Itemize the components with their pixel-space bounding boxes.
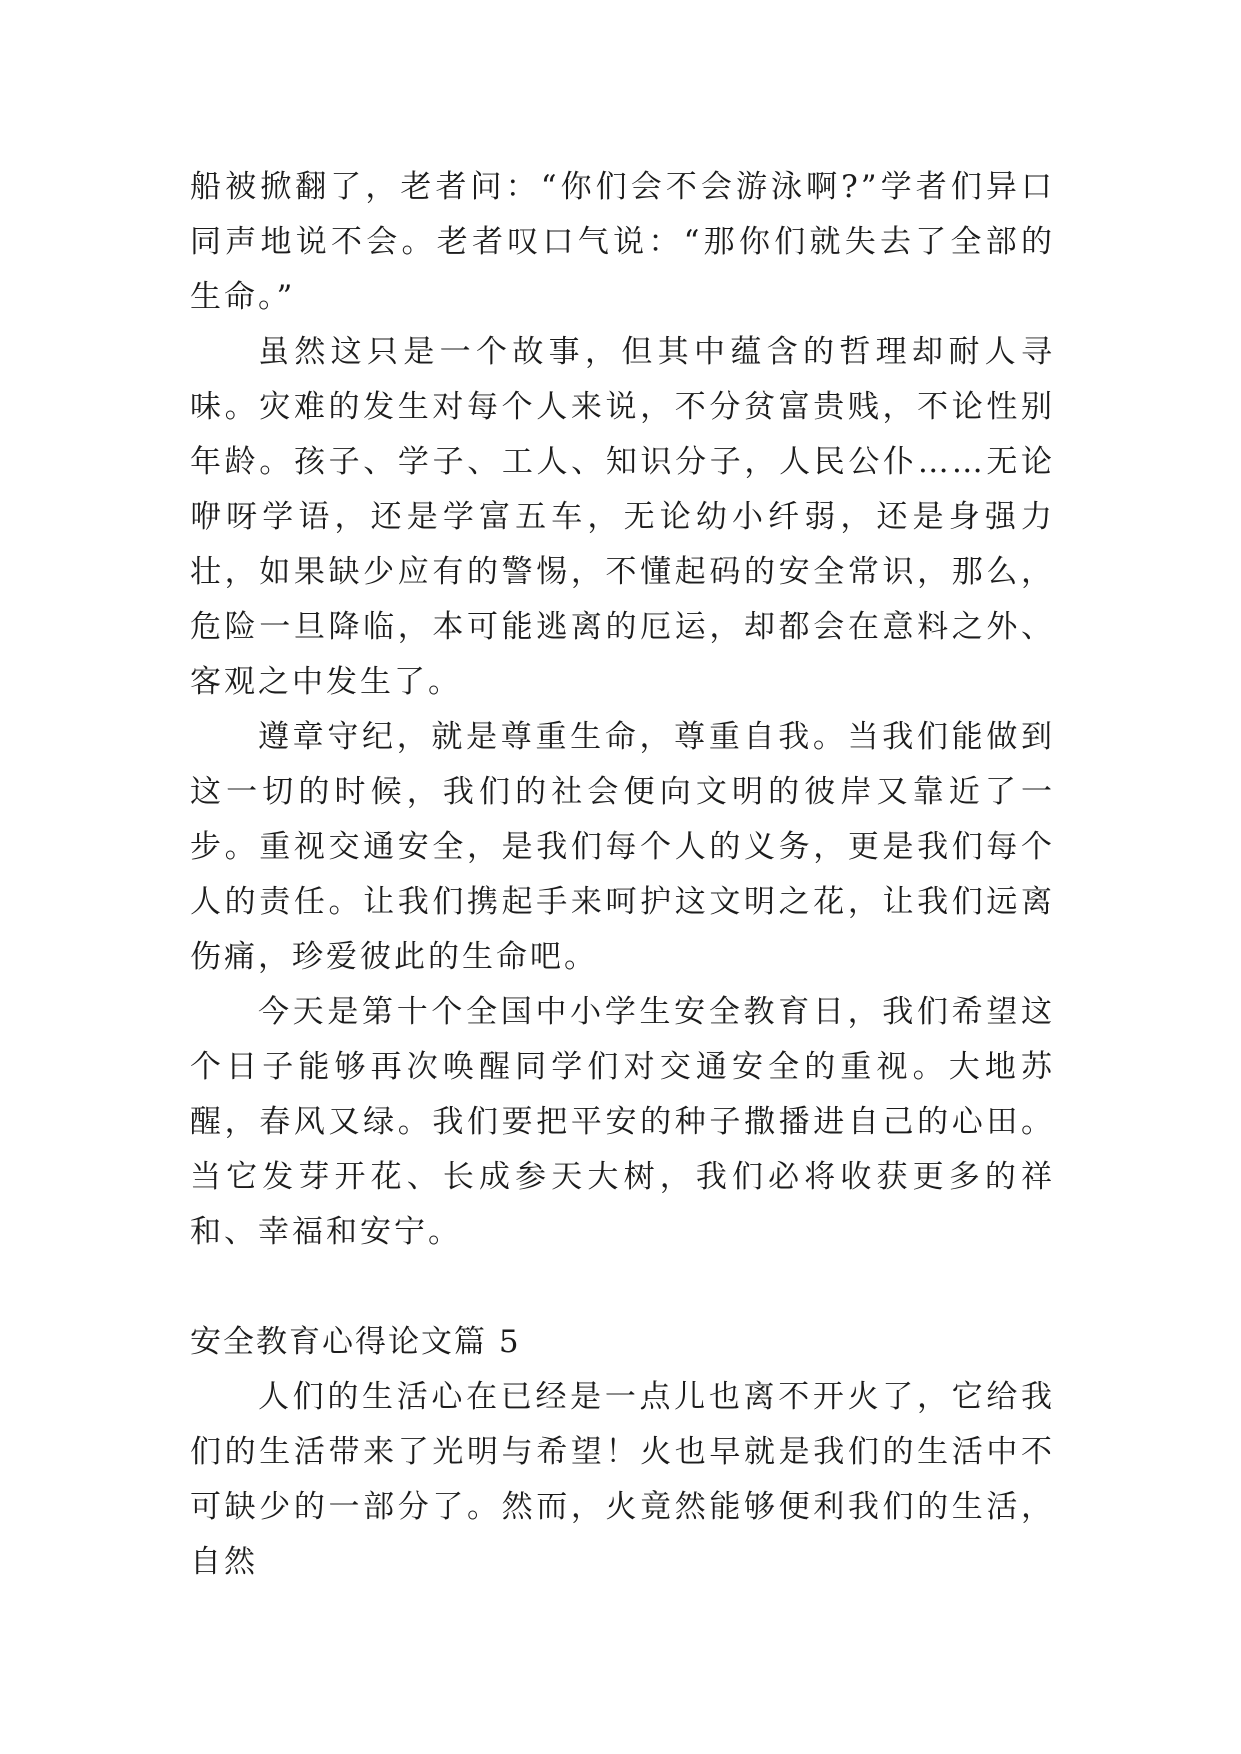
document-body [190,160,1055,1590]
paragraph-4: 今天是第十个全国中小学生安全教育日，我们希望这个日子能够再次唤醒同学们对交通安全的重视。大地苏醒，春风又绿。我们要把平安的种子撒播进自己的心田。当它发芽开花、长成参天大树，我们必将收获更多的祥和、幸福和安宁。 [190,994,1055,1250]
paragraph-2: 虽然这只是一个故事，但其中蕴含的哲理却耐人寻味。灾难的发生对每个人来说，不分贫富贵贱，不论性别年龄。孩子、学子、工人、知识分子，人民公仆……无论咿呀学语，还是学富五车，无论幼小纤弱，还是身强力壮，如果缺少应有的警惕，不懂起码的安全常识，那么，危险一旦降临，本可能逃离的厄运，却都会在意料之外、客观之中发生了。 [190,334,1055,700]
paragraph-1: 船被掀翻了，老者问：“你们会不会游泳啊?”学者们异口同声地说不会。老者叹口气说：“那你们就失去了全部的生命。” [190,169,1055,315]
section-heading: 安全教育心得论文篇 5 [190,1324,521,1360]
paragraph-3: 遵章守纪，就是尊重生命，尊重自我。当我们能做到这一切的时候，我们的社会便向文明的彼岸又靠近了一步。重视交通安全，是我们每个人的义务，更是我们每个人的责任。让我们携起手来呵护这文明之花，让我们远离伤痛，珍爱彼此的生命吧。 [190,719,1055,975]
section-paragraph-1: 人们的生活心在已经是一点儿也离不开火了，它给我们的生活带来了光明与希望！火也早就是我们的生活中不可缺少的一部分了。然而，火竟然能够便利我们的生活，自然 [190,1379,1055,1580]
